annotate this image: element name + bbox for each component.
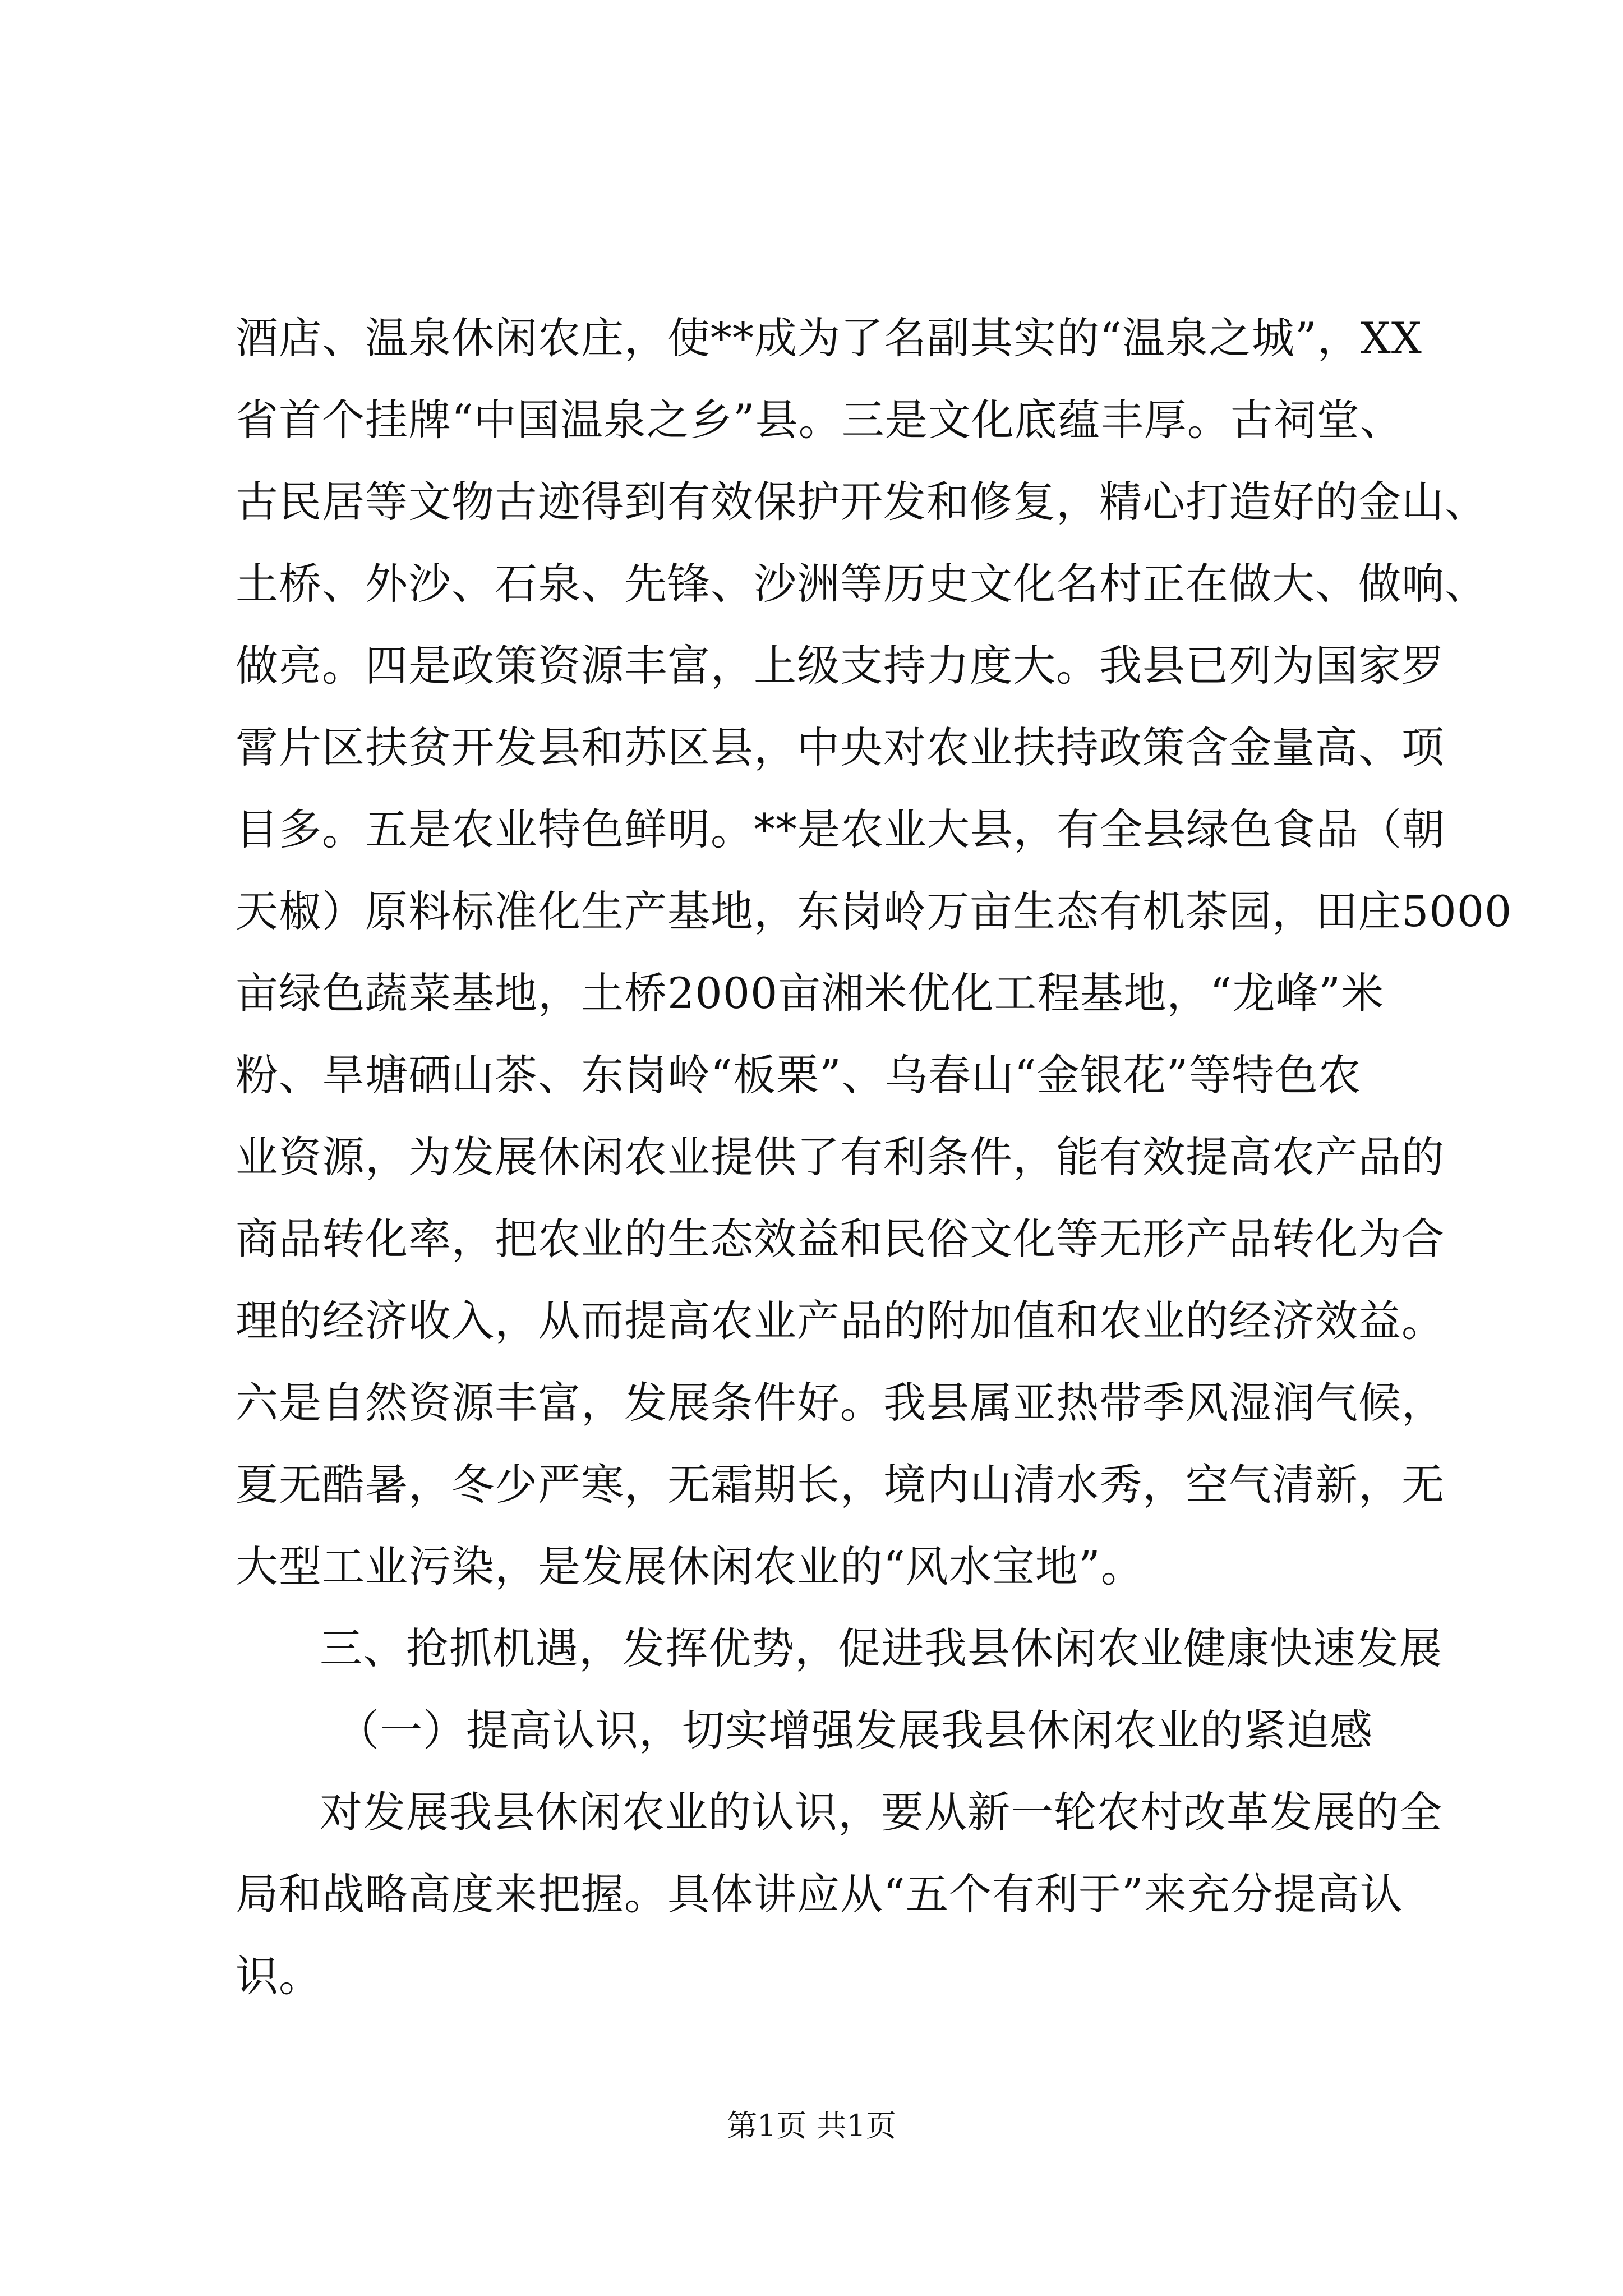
text-line: 省首个挂牌“中国温泉之乡”县。三是文化底蕴丰厚。古祠堂、 bbox=[236, 395, 1403, 445]
text-line: 业资源，为发展休闲农业提供了有利条件，能有效提高农产品的 bbox=[236, 1132, 1445, 1182]
text-line: 理的经济收入，从而提高农业产品的附加值和农业的经济效益。 bbox=[236, 1296, 1445, 1346]
text-line: 天椒）原料标准化生产基地，东岗岭万亩生态有机茶园，田庄5000 bbox=[236, 886, 1513, 936]
section-heading: 三、抢抓机遇，发挥优势，促进我县休闲农业健康快速发展 bbox=[320, 1623, 1442, 1673]
text-line: 粉、旱塘硒山茶、东岗岭“板栗”、乌春山“金银花”等特色农 bbox=[236, 1050, 1362, 1100]
text-line: 霄片区扶贫开发县和苏区县，中央对农业扶持政策含金量高、项 bbox=[236, 723, 1445, 772]
text-line: 酒店、温泉休闲农庄，使**成为了名副其实的“温泉之城”，XX bbox=[236, 313, 1422, 363]
text-line: 土桥、外沙、石泉、先锋、沙洲等历史文化名村正在做大、做响、 bbox=[236, 559, 1488, 609]
text-line: 识。 bbox=[236, 1951, 322, 2001]
text-line: 做亮。四是政策资源丰富，上级支持力度大。我县已列为国家罗 bbox=[236, 641, 1445, 691]
text-line: 目多。五是农业特色鲜明。**是农业大县，有全县绿色食品（朝 bbox=[236, 804, 1445, 854]
page-number-footer: 第1页 共1页 bbox=[727, 2108, 896, 2143]
text-line: 商品转化率，把农业的生态效益和民俗文化等无形产品转化为合 bbox=[236, 1214, 1445, 1264]
text-line: 局和战略高度来把握。具体讲应从“五个有利于”来充分提高认 bbox=[236, 1869, 1403, 1919]
text-line: 亩绿色蔬菜基地，土桥2000亩湘米优化工程基地，“龙峰”米 bbox=[236, 968, 1385, 1018]
text-line: 对发展我县休闲农业的认识，要从新一轮农村改革发展的全 bbox=[320, 1787, 1442, 1837]
text-line: 大型工业污染，是发展休闲农业的“风水宝地”。 bbox=[236, 1542, 1144, 1591]
text-line: 古民居等文物古迹得到有效保护开发和修复，精心打造好的金山、 bbox=[236, 477, 1488, 527]
text-line: 夏无酷暑，冬少严寒，无霜期长，境内山清水秀，空气清新，无 bbox=[236, 1460, 1445, 1510]
text-line: 六是自然资源丰富，发展条件好。我县属亚热带季风湿润气候， bbox=[236, 1378, 1445, 1428]
body-text bbox=[236, 297, 1513, 2017]
subsection-heading: （一）提高认识，切实增强发展我县休闲农业的紧迫感 bbox=[336, 1705, 1373, 1755]
